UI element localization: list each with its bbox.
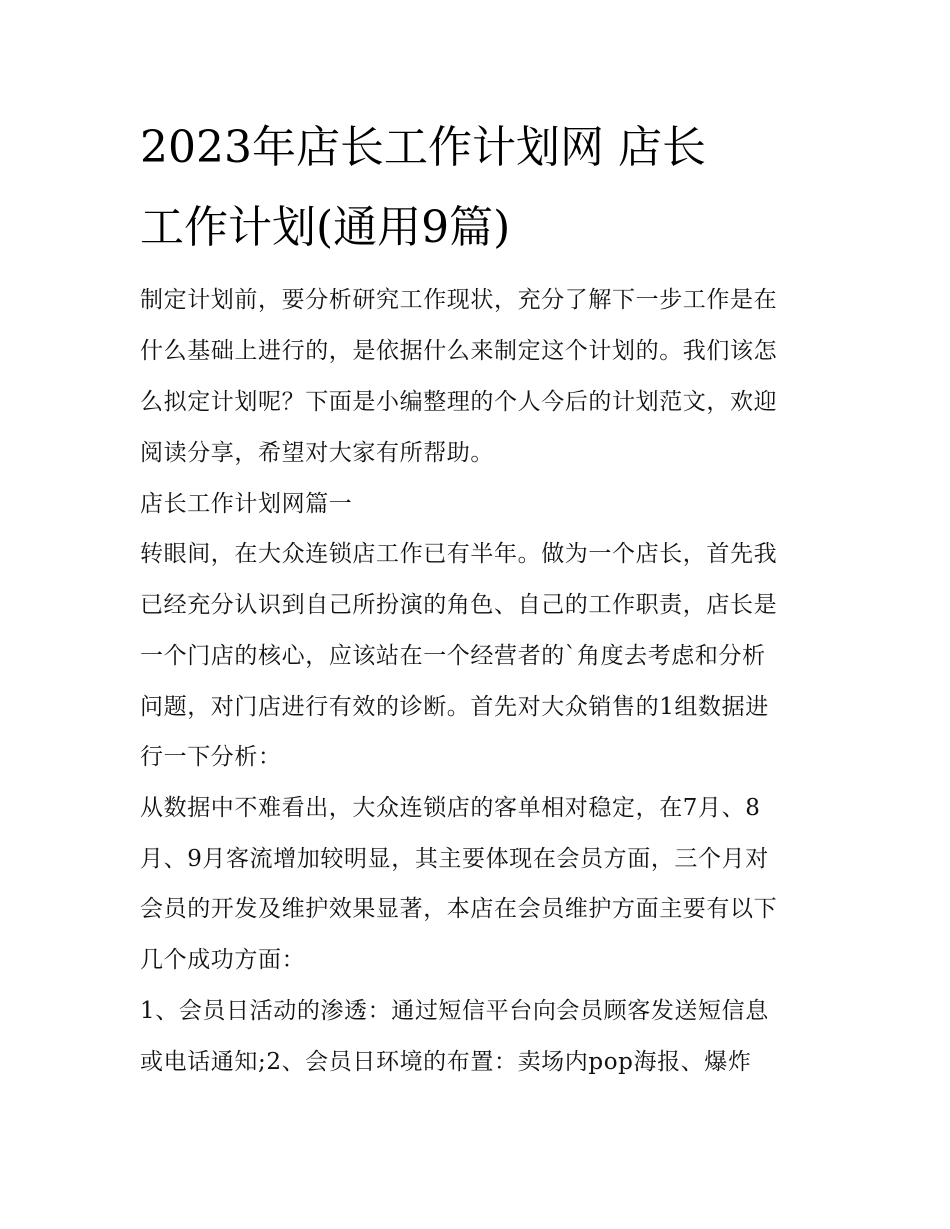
paragraph2-line-4: 几个成功方面： — [140, 947, 306, 973]
paragraph1-line-5: 行一下分析： — [140, 744, 282, 770]
paragraph2-line-2: 月、9月客流增加较明显，其主要体现在会员方面，三个月对 — [140, 846, 769, 872]
paragraph1-line-2: 已经充分认识到自己所扮演的角色、自己的工作职责，店长是 — [140, 592, 778, 618]
paragraph1-line-1: 转眼间，在大众连锁店工作已有半年。做为一个店长，首先我 — [140, 541, 778, 567]
page-title-line-1: 2023年店长工作计划网 店长 — [140, 122, 706, 173]
paragraph3-line-2: 或电话通知;2、会员日环境的布置：卖场内pop海报、爆炸 — [140, 1049, 752, 1075]
intro-line-2: 什么基础上进行的，是依据什么来制定这个计划的。我们该怎 — [140, 338, 778, 364]
paragraph3-line-1: 1、会员日活动的渗透：通过短信平台向会员顾客发送短信息 — [140, 998, 769, 1024]
paragraph2-line-3: 会员的开发及维护效果显著，本店在会员维护方面主要有以下 — [140, 896, 778, 922]
intro-line-3: 么拟定计划呢？下面是小编整理的个人今后的计划范文，欢迎 — [140, 389, 778, 415]
paragraph1-line-3: 一个门店的核心，应该站在一个经营者的`角度去考虑和分析 — [140, 643, 766, 669]
intro-line-1: 制定计划前，要分析研究工作现状，充分了解下一步工作是在 — [140, 287, 778, 313]
intro-line-4: 阅读分享，希望对大家有所帮助。 — [140, 440, 494, 466]
section-heading: 店长工作计划网篇一 — [140, 491, 353, 517]
paragraph2-line-1: 从数据中不难看出，大众连锁店的客单相对稳定，在7月、8 — [140, 795, 761, 821]
paragraph1-line-4: 问题，对门店进行有效的诊断。首先对大众销售的1组数据进 — [140, 694, 769, 720]
page-title-line-2: 工作计划(通用9篇) — [140, 202, 511, 253]
